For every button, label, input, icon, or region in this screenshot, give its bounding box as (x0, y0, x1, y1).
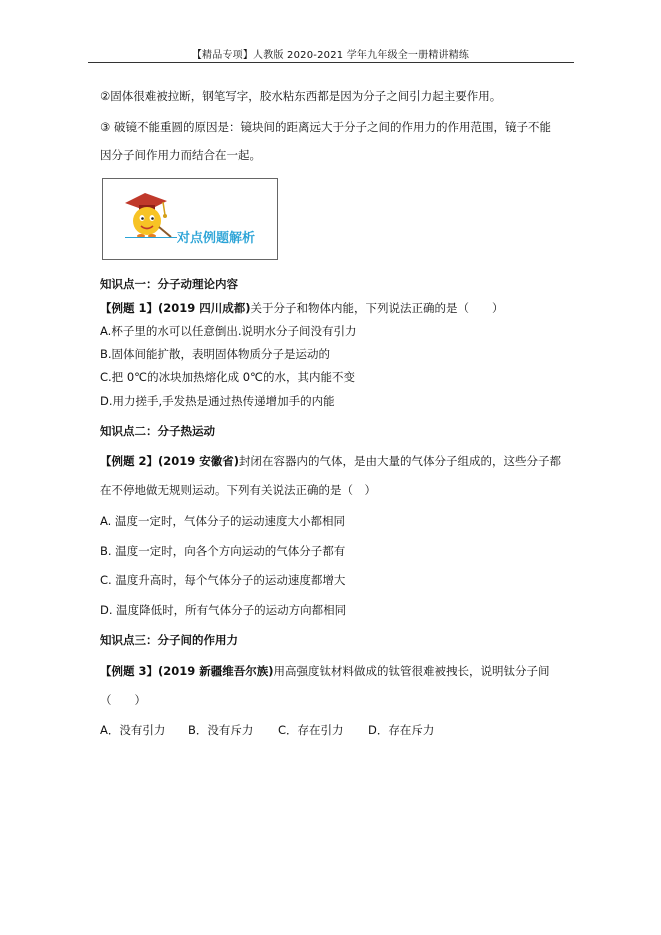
example-3-question-line-1 (100, 663, 550, 679)
example-1-option-b: B.固体间能扩散，表明固体物质分子是运动的 (100, 347, 331, 361)
example-1-question: 关于分子和物体内能，下列说法正确的是（ ） (250, 301, 504, 315)
example-3-options (100, 722, 434, 738)
example-3-option-c: C．存在引力 (278, 723, 344, 737)
section-1-heading: 知识点一：分子动理论内容 (100, 277, 238, 291)
example-1-option-a: A.杯子里的水可以任意倒出.说明水分子间没有引力 (100, 324, 357, 338)
intro-line-1: ②固体很难被拉断，钢笔写字，胶水粘东西都是因为分子之间引力起主要作用。 (100, 89, 502, 103)
example-3-option-b: B．没有斥力 (188, 723, 254, 737)
page-header: 【精品专项】人教版 2020-2021 学年九年级全一册精讲精练 (191, 50, 470, 61)
example-1-option-d: D.用力搓手,手发热是通过热传递增加手的内能 (100, 394, 335, 408)
example-2-question-line-2: 在不停地做无规则运动。下列有关说法正确的是（ ） (100, 483, 376, 497)
graduate-mascot-icon (119, 187, 175, 247)
example-3-question-line-2: （ ） (100, 693, 146, 707)
example-1-question-line (100, 300, 504, 316)
example-2-option-b: B. 温度一定时，向各个方向运动的气体分子都有 (100, 544, 346, 558)
example-1-tag: 【例题 1】(2019 四川成都) (100, 301, 251, 315)
intro-line-3: 因分子间作用力而结合在一起。 (100, 148, 261, 162)
banner-title: 对点例题解析 (177, 231, 256, 246)
section-3-heading: 知识点三：分子间的作用力 (100, 633, 238, 647)
example-3-option-a: A．没有引力 (100, 723, 166, 737)
example-3-option-d: D．存在斥力 (368, 723, 435, 737)
example-2-question-line-1 (100, 453, 561, 469)
example-2-option-c: C. 温度升高时，每个气体分子的运动速度都增大 (100, 573, 346, 587)
intro-line-2: ③ 破镜不能重圆的原因是：镜块间的距离远大于分子之间的作用力的作用范围，镜子不能 (100, 120, 551, 134)
banner-rule (125, 237, 177, 238)
example-2-option-a: A. 温度一定时，气体分子的运动速度大小都相同 (100, 514, 345, 528)
example-3-tag: 【例题 3】(2019 新疆维吾尔族) (100, 664, 274, 678)
section-2-heading: 知识点二：分子热运动 (100, 424, 215, 438)
example-1-option-c: C.把 0℃的冰块加热熔化成 0℃的水，其内能不变 (100, 370, 355, 384)
example-2-tag: 【例题 2】(2019 安徽省) (100, 454, 240, 468)
header-rule (88, 62, 574, 63)
example-2-option-d: D. 温度降低时，所有气体分子的运动方向都相同 (100, 603, 347, 617)
section-banner (102, 178, 278, 260)
example-2-question-1: 封闭在容器内的气体，是由大量的气体分子组成的，这些分子都 (239, 454, 562, 468)
example-3-question-1: 用高强度钛材料做成的钛管很难被拽长，说明钛分子间 (273, 664, 550, 678)
